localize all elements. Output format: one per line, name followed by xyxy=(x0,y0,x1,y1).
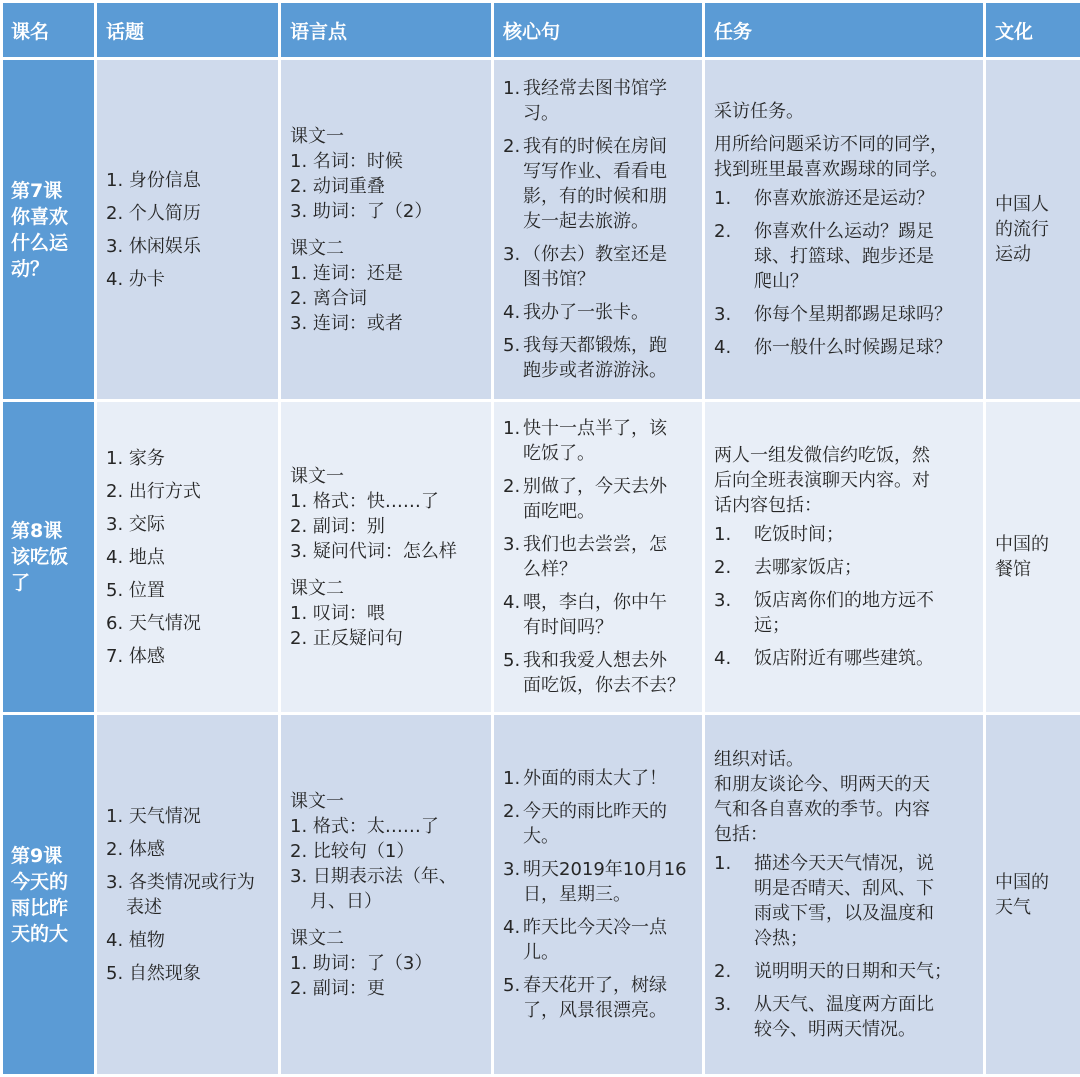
task-intro-line: 和朋友谈论今、明两天的天 xyxy=(714,772,975,797)
core-sentence-text-line: 大。 xyxy=(523,824,667,849)
task-item-text xyxy=(754,588,934,638)
core-sentence-text-line: 了，风景很漂亮。 xyxy=(523,998,667,1023)
lesson-name-line: 动？ xyxy=(11,256,94,282)
task-item-text xyxy=(754,646,934,671)
lesson-row xyxy=(2,59,1080,401)
language-group xyxy=(290,124,483,224)
core-sentence xyxy=(503,590,694,640)
task-item-text-line: 你喜欢什么运动？踢足 xyxy=(754,219,934,244)
task-item-text xyxy=(754,992,934,1042)
language-group xyxy=(290,236,483,336)
core-sentence-text-line: 面吃吧。 xyxy=(523,499,667,524)
lesson-name-cell xyxy=(2,401,96,714)
culture-text-line: 中国的 xyxy=(995,532,1072,557)
task-intro xyxy=(714,99,975,182)
task-item-text-line: 你喜欢旅游还是运动？ xyxy=(754,186,934,211)
task-item-text-line: 明是否晴天、刮风、下 xyxy=(754,876,934,901)
core-sentence xyxy=(503,532,694,582)
task-item-text-line: 远； xyxy=(754,613,934,638)
topic-item: 1. 家务 xyxy=(106,446,270,471)
language-item: 1. 名词：时候 xyxy=(290,149,483,174)
topic-item: 4. 植物 xyxy=(106,928,270,953)
core-sentence xyxy=(503,766,694,791)
core-sentence-text-line: 我有的时候在房间 xyxy=(523,134,667,159)
topic-cell xyxy=(96,714,280,1076)
language-group-title: 课文二 xyxy=(290,926,483,951)
core-sentence xyxy=(503,799,694,849)
core-sentence xyxy=(503,474,694,524)
lesson-name-line: 了 xyxy=(11,570,94,596)
language-point-cell xyxy=(280,59,493,401)
core-sentence-text-line: 别做了，今天去外 xyxy=(523,474,667,499)
topic-item: 5. 位置 xyxy=(106,578,270,603)
language-item: 1. 格式：快……了 xyxy=(290,489,483,514)
task-item-text-line: 较今、明两天情况。 xyxy=(754,1017,934,1042)
core-sentence-text-line: 图书馆？ xyxy=(523,267,667,292)
core-sentence-number: 4. xyxy=(503,590,523,615)
language-group-title: 课文一 xyxy=(290,124,483,149)
topic-item: 表述 xyxy=(106,895,270,920)
task-item-text-line: 你一般什么时候踢足球？ xyxy=(754,335,952,360)
task-item-text xyxy=(754,219,934,294)
core-sentence xyxy=(503,333,694,383)
core-sentence-number: 3. xyxy=(503,857,523,882)
header-lesson-name: 课名 xyxy=(2,2,96,59)
lesson-name-line: 什么运 xyxy=(11,230,94,256)
task-item xyxy=(714,522,975,547)
topic-item: 3. 休闲娱乐 xyxy=(106,234,270,259)
language-group xyxy=(290,926,483,1001)
language-item: 1. 格式：太……了 xyxy=(290,814,483,839)
core-sentence-text-line: 春天花开了，树绿 xyxy=(523,973,667,998)
task-item-text xyxy=(754,302,952,327)
core-sentence-cell xyxy=(493,59,704,401)
language-point-cell xyxy=(280,714,493,1076)
task-item-text xyxy=(754,959,952,984)
topic-item: 2. 个人简历 xyxy=(106,201,270,226)
topic-item: 2. 出行方式 xyxy=(106,479,270,504)
task-item xyxy=(714,219,975,294)
culture-text-line: 中国的 xyxy=(995,870,1072,895)
task-cell xyxy=(704,714,985,1076)
task-item-number: 3. xyxy=(714,992,754,1017)
core-sentence-text-line: 日，星期三。 xyxy=(523,882,687,907)
task-item-text-line: 你每个星期都踢足球吗？ xyxy=(754,302,952,327)
core-sentence-number: 5. xyxy=(503,333,523,358)
core-sentence-text xyxy=(523,915,667,965)
task-cell xyxy=(704,401,985,714)
task-intro-line: 话内容包括： xyxy=(714,493,975,518)
core-sentence-text-line: 外面的雨太大了！ xyxy=(523,766,667,791)
task-item xyxy=(714,959,975,984)
core-sentence-text-line: 儿。 xyxy=(523,940,667,965)
task-item-text-line: 从天气、温度两方面比 xyxy=(754,992,934,1017)
topic-cell xyxy=(96,401,280,714)
topic-item: 4. 地点 xyxy=(106,545,270,570)
core-sentence-text-line: 跑步或者游游泳。 xyxy=(523,358,667,383)
culture-text-line: 天气 xyxy=(995,895,1072,920)
topic-cell xyxy=(96,59,280,401)
header-topic: 话题 xyxy=(96,2,280,59)
core-sentence-text-line: 今天的雨比昨天的 xyxy=(523,799,667,824)
lesson-row xyxy=(2,401,1080,714)
task-item-text-line: 球、打篮球、跑步还是 xyxy=(754,244,934,269)
language-item: 1. 连词：还是 xyxy=(290,261,483,286)
core-sentence-number: 5. xyxy=(503,973,523,998)
culture-text-line: 的流行 xyxy=(995,217,1072,242)
language-item: 2. 动词重叠 xyxy=(290,174,483,199)
core-sentence-text xyxy=(523,333,667,383)
task-item-text-line: 饭店离你们的地方远不 xyxy=(754,588,934,613)
task-item-text-line: 冷热； xyxy=(754,926,934,951)
core-sentence-number: 2. xyxy=(503,474,523,499)
header-culture: 文化 xyxy=(985,2,1080,59)
task-item-text-line: 描述今天天气情况，说 xyxy=(754,851,934,876)
topic-item: 7. 体感 xyxy=(106,644,270,669)
task-item-number: 1. xyxy=(714,522,754,547)
topic-item: 1. 身份信息 xyxy=(106,168,270,193)
header-row xyxy=(2,2,1080,59)
language-item: 3. 疑问代词：怎么样 xyxy=(290,539,483,564)
core-sentence-text-line: 快十一点半了，该 xyxy=(523,416,667,441)
task-item-text xyxy=(754,186,934,211)
core-sentence-cell xyxy=(493,714,704,1076)
language-item: 3. 连词：或者 xyxy=(290,311,483,336)
task-item xyxy=(714,646,975,671)
language-group-title: 课文二 xyxy=(290,576,483,601)
task-intro-line xyxy=(714,124,975,132)
culture-text-line: 餐馆 xyxy=(995,557,1072,582)
core-sentence-number: 2. xyxy=(503,799,523,824)
task-intro-line: 采访任务。 xyxy=(714,99,975,124)
task-item-number: 3. xyxy=(714,302,754,327)
task-item xyxy=(714,588,975,638)
core-sentence xyxy=(503,300,694,325)
core-sentence-text xyxy=(523,590,667,640)
language-item: 2. 离合词 xyxy=(290,286,483,311)
language-group-title: 课文二 xyxy=(290,236,483,261)
task-item-number: 1. xyxy=(714,186,754,211)
language-item: 1. 叹词：喂 xyxy=(290,601,483,626)
task-item-number: 2. xyxy=(714,555,754,580)
task-item-text xyxy=(754,555,862,580)
topic-item: 3. 交际 xyxy=(106,512,270,537)
task-item xyxy=(714,335,975,360)
lesson-name xyxy=(11,178,94,282)
lesson-row xyxy=(2,714,1080,1076)
header-task: 任务 xyxy=(704,2,985,59)
lesson-name-line: 第9课 xyxy=(11,843,94,869)
task-item-text xyxy=(754,851,934,951)
task-intro-line: 用所给问题采访不同的同学， xyxy=(714,132,975,157)
core-sentence xyxy=(503,857,694,907)
task-item xyxy=(714,992,975,1042)
core-sentence-number: 4. xyxy=(503,915,523,940)
culture-cell xyxy=(985,401,1080,714)
core-sentence-cell xyxy=(493,401,704,714)
core-sentence-text xyxy=(523,973,667,1023)
topic-item: 3. 各类情况或行为 xyxy=(106,870,270,895)
core-sentence-text xyxy=(523,648,685,698)
language-group xyxy=(290,576,483,651)
lesson-name-line: 雨比昨 xyxy=(11,895,94,921)
task-item-text-line: 说明明天的日期和天气； xyxy=(754,959,952,984)
core-sentence-text xyxy=(523,474,667,524)
task-item-text-line: 吃饭时间； xyxy=(754,522,844,547)
topic-item: 6. 天气情况 xyxy=(106,611,270,636)
lesson-name-cell xyxy=(2,59,96,401)
core-sentence xyxy=(503,76,694,126)
topic-item: 5. 自然现象 xyxy=(106,961,270,986)
lesson-name-line: 你喜欢 xyxy=(11,204,94,230)
task-item-text-line: 爬山？ xyxy=(754,269,934,294)
topic-item: 2. 体感 xyxy=(106,837,270,862)
core-sentence xyxy=(503,973,694,1023)
core-sentence-number: 2. xyxy=(503,134,523,159)
task-intro xyxy=(714,747,975,847)
core-sentence xyxy=(503,416,694,466)
lesson-name-cell xyxy=(2,714,96,1076)
language-group-title: 课文一 xyxy=(290,464,483,489)
task-item xyxy=(714,555,975,580)
core-sentence-text xyxy=(523,766,667,791)
language-group-title: 课文一 xyxy=(290,789,483,814)
language-item: 3. 助词：了（2） xyxy=(290,199,483,224)
core-sentence-text-line: 我们也去尝尝，怎 xyxy=(523,532,667,557)
culture-text xyxy=(995,870,1072,920)
lesson-name-line: 该吃饭 xyxy=(11,544,94,570)
core-sentence-text-line: 昨天比今天冷一点 xyxy=(523,915,667,940)
core-sentence-text xyxy=(523,242,667,292)
core-sentence xyxy=(503,242,694,292)
task-cell xyxy=(704,59,985,401)
core-sentence-text-line: 吃饭了。 xyxy=(523,441,667,466)
core-sentence xyxy=(503,648,694,698)
core-sentence-text xyxy=(523,76,667,126)
core-sentence-text-line: 我每天都锻炼，跑 xyxy=(523,333,667,358)
language-group xyxy=(290,464,483,564)
core-sentence-text-line: 影，有的时候和朋 xyxy=(523,184,667,209)
task-item-number: 4. xyxy=(714,646,754,671)
lesson-name xyxy=(11,518,94,596)
task-item-text xyxy=(754,522,844,547)
task-intro xyxy=(714,443,975,518)
core-sentence-text-line: 明天2019年10月16 xyxy=(523,857,687,882)
task-item xyxy=(714,302,975,327)
core-sentence-text xyxy=(523,532,667,582)
culture-text-line: 运动 xyxy=(995,242,1072,267)
lesson-name xyxy=(11,843,94,947)
header-language-point: 语言点 xyxy=(280,2,493,59)
culture-cell xyxy=(985,59,1080,401)
core-sentence-text-line: 我经常去图书馆学 xyxy=(523,76,667,101)
core-sentence-text-line: 我办了一张卡。 xyxy=(523,300,649,325)
culture-text xyxy=(995,532,1072,582)
core-sentence-number: 4. xyxy=(503,300,523,325)
core-sentence-text-line: 我和我爱人想去外 xyxy=(523,648,685,673)
language-item: 1. 助词：了（3） xyxy=(290,951,483,976)
task-intro-line: 组织对话。 xyxy=(714,747,975,772)
lesson-name-line: 第8课 xyxy=(11,518,94,544)
task-item xyxy=(714,851,975,951)
task-item-text-line: 雨或下雪，以及温度和 xyxy=(754,901,934,926)
language-item: 2. 正反疑问句 xyxy=(290,626,483,651)
core-sentence-number: 1. xyxy=(503,416,523,441)
culture-cell xyxy=(985,714,1080,1076)
task-intro-line: 包括： xyxy=(714,822,975,847)
core-sentence xyxy=(503,134,694,234)
core-sentence-text xyxy=(523,799,667,849)
language-item: 月、日） xyxy=(290,889,483,914)
language-point-cell xyxy=(280,401,493,714)
task-intro-line: 后向全班表演聊天内容。对 xyxy=(714,468,975,493)
core-sentence xyxy=(503,915,694,965)
task-item-number: 1. xyxy=(714,851,754,876)
task-item-number: 2. xyxy=(714,959,754,984)
task-intro-line: 两人一组发微信约吃饭，然 xyxy=(714,443,975,468)
core-sentence-number: 1. xyxy=(503,766,523,791)
core-sentence-number: 3. xyxy=(503,532,523,557)
core-sentence-text-line: 有时间吗？ xyxy=(523,615,667,640)
culture-text xyxy=(995,192,1072,267)
core-sentence-text-line: 喂，李白，你中午 xyxy=(523,590,667,615)
lesson-name-line: 第7课 xyxy=(11,178,94,204)
task-item xyxy=(714,186,975,211)
language-item: 3. 日期表示法（年、 xyxy=(290,864,483,889)
culture-text-line: 中国人 xyxy=(995,192,1072,217)
core-sentence-text-line: （你去）教室还是 xyxy=(523,242,667,267)
task-item-text-line: 饭店附近有哪些建筑。 xyxy=(754,646,934,671)
lesson-name-line: 今天的 xyxy=(11,869,94,895)
core-sentence-text xyxy=(523,416,667,466)
task-item-text xyxy=(754,335,952,360)
core-sentence-number: 3. xyxy=(503,242,523,267)
core-sentence-text xyxy=(523,300,649,325)
core-sentence-text-line: 面吃饭，你去不去？ xyxy=(523,673,685,698)
core-sentence-text-line: 习。 xyxy=(523,101,667,126)
task-intro-line: 气和各自喜欢的季节。内容 xyxy=(714,797,975,822)
language-item: 2. 副词：更 xyxy=(290,976,483,1001)
core-sentence-text xyxy=(523,134,667,234)
topic-item: 4. 办卡 xyxy=(106,267,270,292)
core-sentence-text-line: 写写作业、看看电 xyxy=(523,159,667,184)
task-intro-line: 找到班里最喜欢踢球的同学。 xyxy=(714,157,975,182)
task-item-text-line: 去哪家饭店； xyxy=(754,555,862,580)
task-item-number: 4. xyxy=(714,335,754,360)
core-sentence-text xyxy=(523,857,687,907)
topic-item: 1. 天气情况 xyxy=(106,804,270,829)
task-item-number: 3. xyxy=(714,588,754,613)
header-core-sentence: 核心句 xyxy=(493,2,704,59)
core-sentence-number: 5. xyxy=(503,648,523,673)
language-item: 2. 比较句（1） xyxy=(290,839,483,864)
language-group xyxy=(290,789,483,914)
core-sentence-text-line: 么样？ xyxy=(523,557,667,582)
core-sentence-number: 1. xyxy=(503,76,523,101)
core-sentence-text-line: 友一起去旅游。 xyxy=(523,209,667,234)
language-item: 2. 副词：别 xyxy=(290,514,483,539)
task-item-number: 2. xyxy=(714,219,754,244)
lesson-name-line: 天的大 xyxy=(11,921,94,947)
